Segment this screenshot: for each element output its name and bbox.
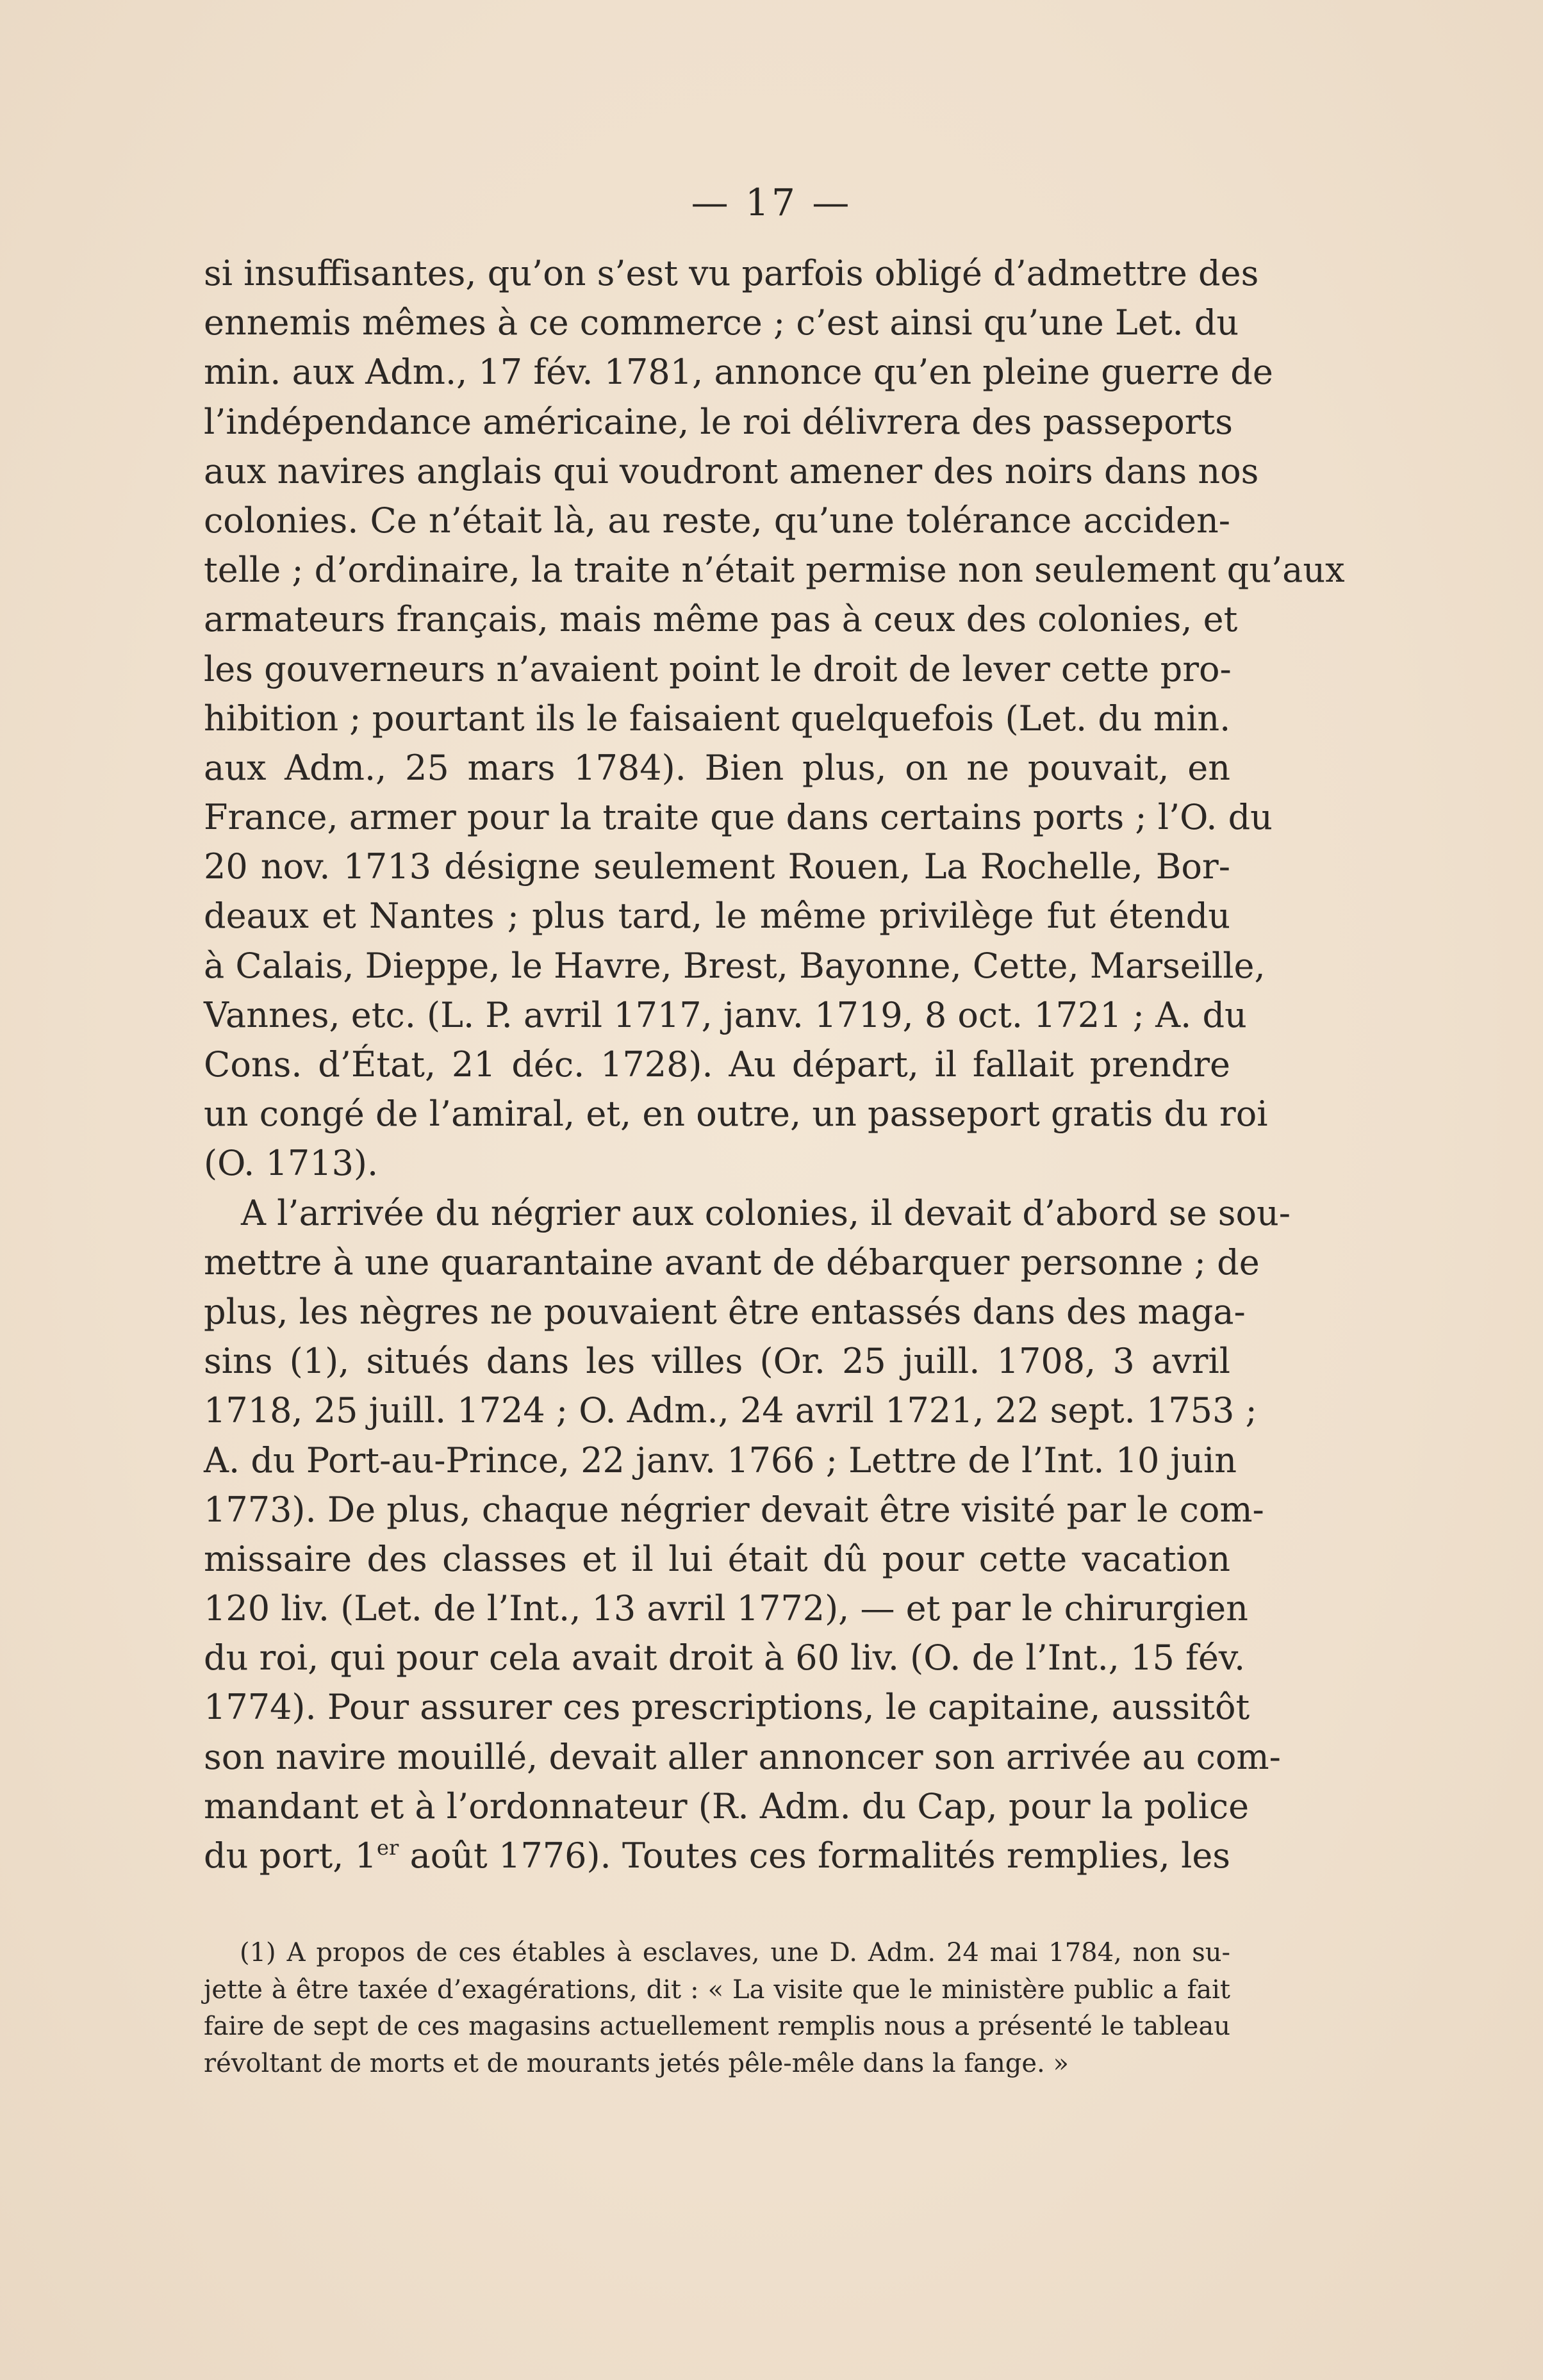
text-line: mandant et à l’ordonnateur (R. Adm. du Cap, pour la police xyxy=(204,1785,1250,1826)
text-line: un congé de l’amiral, et, en outre, un passeport gratis du roi xyxy=(204,1094,1268,1135)
footnote-line: jette à être taxée d’exagérations, dit : « La visite que le ministère public a fait xyxy=(204,1974,1230,2005)
text-line: l’indépendance américaine, le roi délivrera des passeports xyxy=(204,401,1233,442)
text-line: plus, les nègres ne pouvaient être entassés dans des maga- xyxy=(204,1291,1246,1332)
text-line: les gouverneurs n’avaient point le droit de lever cette pro- xyxy=(204,648,1232,689)
text-line: telle ; d’ordinaire, la traite n’était permise non seulement qu’aux xyxy=(204,550,1345,591)
superscript: er xyxy=(377,1835,399,1860)
text-fragment: août 1776). Toutes ces formalités remplies, les xyxy=(399,1835,1231,1876)
text-line xyxy=(204,1831,1230,1880)
text-line: si insuffisantes, qu’on s’est vu parfois obligé d’admettre des xyxy=(204,253,1259,293)
text-line: Vannes, etc. (L. P. avril 1717, janv. 1719, 8 oct. 1721 ; A. du xyxy=(204,994,1247,1035)
text-line-paragraph-end: (O. 1713). xyxy=(204,1143,379,1184)
text-line: A. du Port-au-Prince, 22 janv. 1766 ; Lettre de l’Int. 10 juin xyxy=(204,1440,1237,1481)
text-line: aux Adm., 25 mars 1784). Bien plus, on ne pouvait, en xyxy=(204,747,1230,788)
text-line: min. aux Adm., 17 fév. 1781, annonce qu’en pleine guerre de xyxy=(204,352,1273,393)
text-line: Cons. d’État, 21 déc. 1728). Au départ, il fallait prendre xyxy=(204,1044,1230,1085)
footnote-line: révoltant de morts et de mourants jetés pêle-mêle dans la fange. » xyxy=(204,2048,1069,2078)
text-line: aux navires anglais qui voudront amener des noirs dans nos xyxy=(204,450,1259,491)
text-line: hibition ; pourtant ils le faisaient quelquefois (Let. du min. xyxy=(204,698,1231,739)
text-line: 1718, 25 juill. 1724 ; O. Adm., 24 avril 1721, 22 sept. 1753 ; xyxy=(204,1390,1257,1431)
text-line-paragraph-start: A l’arrivée du négrier aux colonies, il devait d’abord se sou- xyxy=(241,1192,1291,1233)
text-line: France, armer pour la traite que dans certains ports ; l’O. du xyxy=(204,797,1273,838)
text-line: à Calais, Dieppe, le Havre, Brest, Bayonne, Cette, Marseille, xyxy=(204,945,1266,986)
text-line: du roi, qui pour cela avait droit à 60 liv. (O. de l’Int., 15 fév. xyxy=(204,1637,1246,1678)
footnote xyxy=(204,1935,1230,2082)
page-number: — 17 — xyxy=(691,181,852,224)
text-line: missaire des classes et il lui était dû pour cette vacation xyxy=(204,1538,1230,1579)
text-line: 1774). Pour assurer ces prescriptions, le capitaine, aussitôt xyxy=(204,1687,1250,1728)
text-line: colonies. Ce n’était là, au reste, qu’une tolérance acciden- xyxy=(204,500,1230,541)
text-line: ennemis mêmes à ce commerce ; c’est ainsi qu’une Let. du xyxy=(204,302,1239,343)
footnote-line: (1) A propos de ces étables à esclaves, une D. Adm. 24 mai 1784, non su- xyxy=(240,1938,1230,1967)
text-line: son navire mouillé, devait aller annoncer son arrivée au com- xyxy=(204,1736,1281,1777)
text-line: 1773). De plus, chaque négrier devait être visité par le com- xyxy=(204,1489,1264,1530)
text-line: armateurs français, mais même pas à ceux des colonies, et xyxy=(204,599,1238,640)
text-line: deaux et Nantes ; plus tard, le même privilège fut étendu xyxy=(204,896,1230,937)
text-line: sins (1), situés dans les villes (Or. 25 juill. 1708, 3 avril xyxy=(204,1341,1230,1382)
body-text xyxy=(204,249,1345,1880)
text-line: 20 nov. 1713 désigne seulement Rouen, La Rochelle, Bor- xyxy=(204,846,1230,887)
footnote-line: faire de sept de ces magasins actuellement remplis nous a présenté le tableau xyxy=(204,2012,1230,2041)
text-fragment: du port, 1 xyxy=(204,1835,377,1876)
text-line: mettre à une quarantaine avant de débarquer personne ; de xyxy=(204,1242,1260,1283)
text-line: 120 liv. (Let. de l’Int., 13 avril 1772), — et par le chirurgien xyxy=(204,1588,1248,1629)
